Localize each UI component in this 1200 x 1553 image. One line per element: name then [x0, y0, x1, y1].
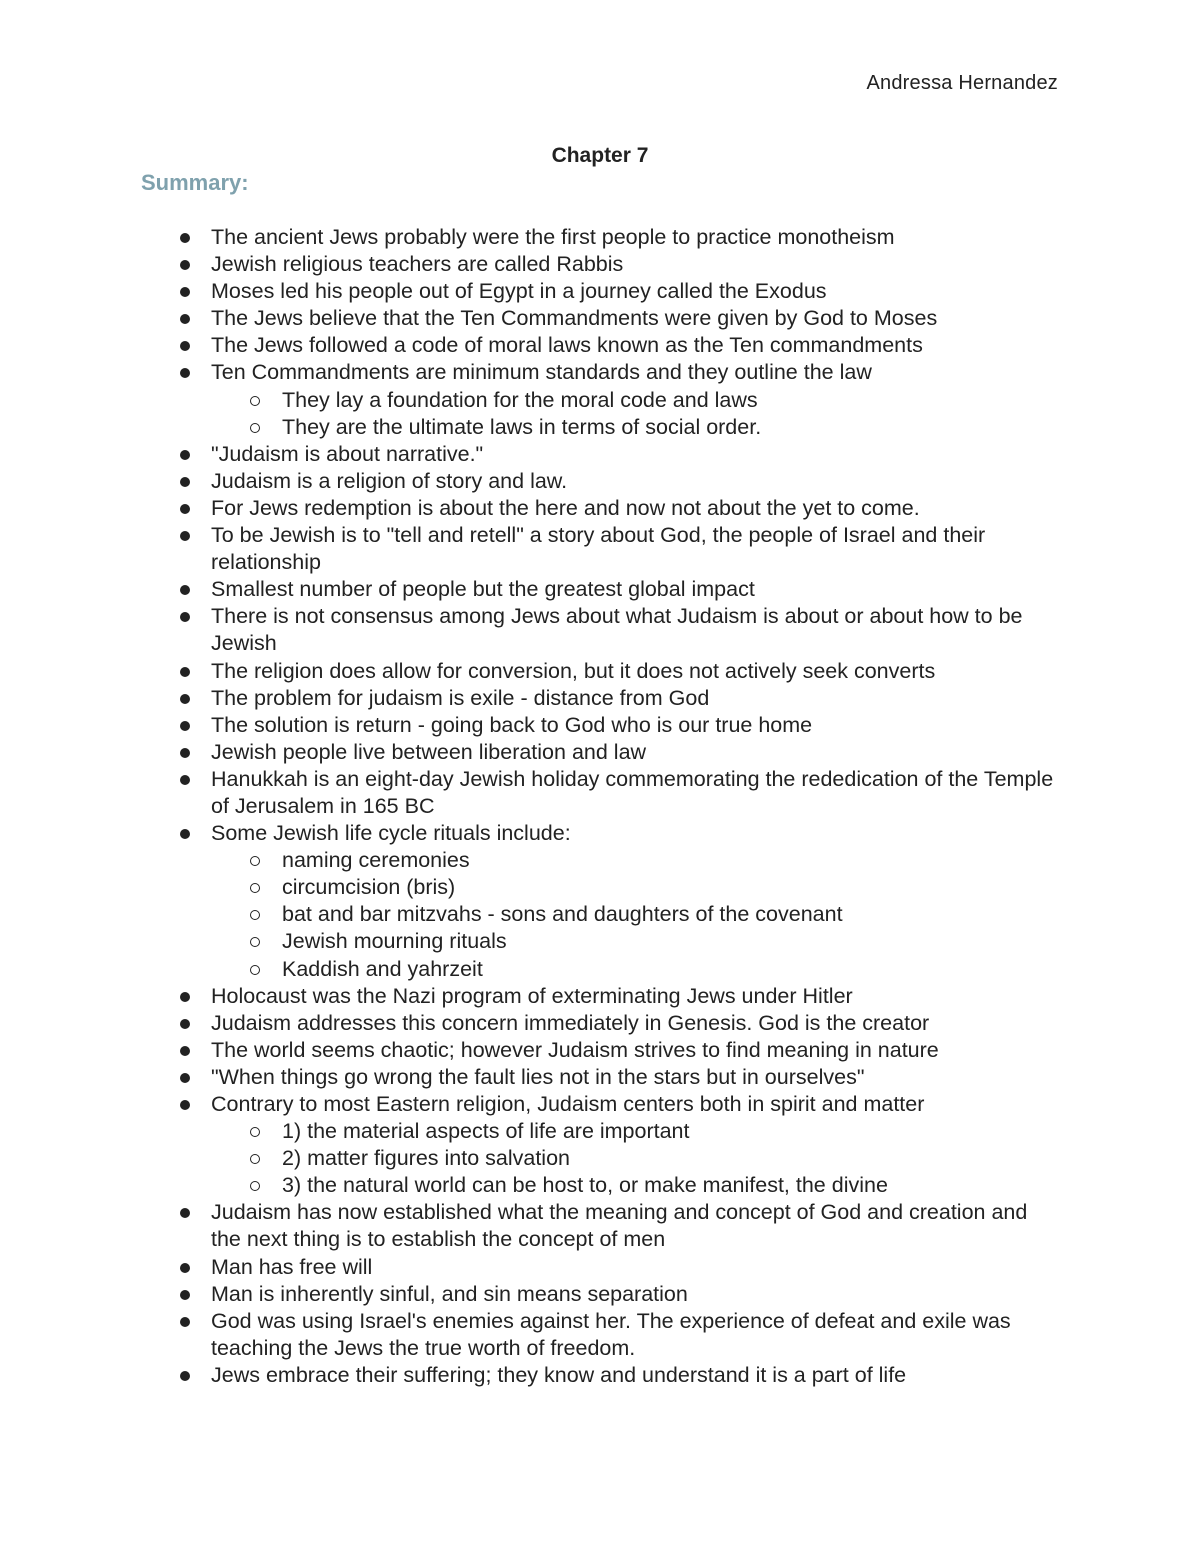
list-item-text: Moses led his people out of Egypt in a journey called the Exodus [211, 279, 827, 304]
bullet-icon [180, 748, 190, 758]
list-item-text: The ancient Jews probably were the first people to practice monotheism [211, 225, 895, 249]
bullet-icon [180, 992, 190, 1002]
hollow-bullet-icon [250, 856, 260, 866]
sub-list-item [211, 901, 1061, 928]
list-item-text: Holocaust was the Nazi program of exterminating Jews under Hitler [211, 983, 853, 1008]
list-item-text: Jews embrace their suffering; they know and understand it is a part of life [211, 1362, 907, 1387]
sub-list-item-text: They are the ultimate laws in terms of social order. [282, 414, 762, 439]
sub-list-item-text: circumcision (bris) [282, 875, 456, 900]
bullet-icon [180, 341, 190, 351]
hollow-bullet-icon [250, 1127, 260, 1137]
list-item [141, 1308, 1061, 1362]
sub-list-item-text: Jewish mourning rituals [282, 929, 507, 954]
bullet-icon [180, 694, 190, 704]
bullet-icon [180, 829, 190, 839]
list-item [141, 576, 1061, 603]
bullet-icon [180, 531, 190, 541]
list-item-text: Jewish people live between liberation and law [211, 739, 647, 764]
list-item-text: "When things go wrong the fault lies not in the stars but in ourselves" [211, 1064, 865, 1089]
list-item-text: There is not consensus among Jews about what Judaism is about or about how to be Jewish [211, 604, 1023, 656]
list-item [141, 441, 1061, 468]
list-item-text: Ten Commandments are minimum standards and they outline the law [211, 360, 872, 385]
hollow-bullet-icon [250, 1181, 260, 1191]
list-item [141, 332, 1061, 359]
sub-list-item-text: Kaddish and yahrzeit [282, 956, 483, 981]
bullet-icon [180, 233, 190, 243]
sub-list-item [211, 1172, 1061, 1199]
hollow-bullet-icon [250, 910, 260, 920]
hollow-bullet-icon [250, 883, 260, 893]
sub-list-item [211, 414, 1061, 441]
list-item-text: Jewish religious teachers are called Rabbis [211, 252, 624, 277]
list-item [141, 1254, 1061, 1281]
bullet-icon [180, 612, 190, 622]
bullet-icon [180, 450, 190, 460]
list-item [141, 495, 1061, 522]
bullet-icon [180, 314, 190, 324]
list-item [141, 224, 1061, 251]
summary-list [141, 224, 1061, 1389]
list-item [141, 251, 1061, 278]
list-item [141, 739, 1061, 766]
list-item-text: The religion does allow for conversion, but it does not actively seek converts [211, 658, 936, 683]
list-item [141, 1010, 1061, 1037]
bullet-icon [180, 1208, 190, 1218]
bullet-icon [180, 1290, 190, 1300]
bullet-icon [180, 721, 190, 731]
list-item [141, 278, 1061, 305]
bullet-icon [180, 1100, 190, 1110]
list-item [141, 522, 1061, 576]
sub-list [211, 387, 1061, 441]
hollow-bullet-icon [250, 1154, 260, 1164]
bullet-icon [180, 775, 190, 785]
hollow-bullet-icon [250, 937, 260, 947]
list-item-text: The Jews believe that the Ten Commandments were given by God to Moses [211, 306, 938, 331]
list-item [141, 1037, 1061, 1064]
sub-list-item [211, 847, 1061, 874]
list-item [141, 712, 1061, 739]
list-item-text: Judaism has now established what the meaning and concept of God and creation and the next thing is to establish the concept of men [211, 1200, 1028, 1252]
sub-list-item [211, 956, 1061, 983]
sub-list-item-text: bat and bar mitzvahs - sons and daughters of the covenant [282, 902, 843, 927]
list-item-text: The problem for judaism is exile - distance from God [211, 685, 710, 710]
sub-list-item [211, 387, 1061, 414]
sub-list-item-text: 2) matter figures into salvation [282, 1146, 570, 1171]
list-item [141, 1064, 1061, 1091]
list-item-text: Some Jewish life cycle rituals include: [211, 821, 571, 846]
sub-list-item [211, 874, 1061, 901]
sub-list [211, 1118, 1061, 1199]
bullet-icon [180, 504, 190, 514]
sub-list-item-text: 3) the natural world can be host to, or make manifest, the divine [282, 1173, 888, 1198]
author-name: Andressa Hernandez [866, 72, 1058, 94]
list-item [141, 1091, 1061, 1199]
sub-list-item [211, 1145, 1061, 1172]
bullet-icon [180, 667, 190, 677]
list-item [141, 766, 1061, 820]
list-item-text: Man has free will [211, 1254, 373, 1279]
list-item-text: Judaism is a religion of story and law. [211, 468, 568, 493]
bullet-icon [180, 368, 190, 378]
list-item [141, 468, 1061, 495]
list-item [141, 305, 1061, 332]
bullet-icon [180, 287, 190, 297]
list-item [141, 658, 1061, 685]
bullet-icon [180, 1019, 190, 1029]
summary-heading: Summary: [141, 170, 249, 195]
list-item-text: God was using Israel's enemies against her. The experience of defeat and exile was teaching the Jews the true worth of freedom. [211, 1308, 1011, 1360]
hollow-bullet-icon [250, 423, 260, 433]
sub-list-item-text: They lay a foundation for the moral code and laws [282, 387, 758, 412]
bullet-icon [180, 1046, 190, 1056]
list-item [141, 359, 1061, 440]
list-item-text: Contrary to most Eastern religion, Judaism centers both in spirit and matter [211, 1092, 925, 1116]
list-item [141, 1281, 1061, 1308]
list-item [141, 820, 1061, 983]
bullet-icon [180, 1371, 190, 1381]
bullet-icon [180, 260, 190, 270]
list-item-text: The world seems chaotic; however Judaism strives to find meaning in nature [211, 1037, 939, 1062]
list-item-text: The Jews followed a code of moral laws known as the Ten commandments [211, 333, 923, 358]
list-item-text: Smallest number of people but the greatest global impact [211, 577, 755, 602]
list-item [141, 685, 1061, 712]
bullet-icon [180, 1263, 190, 1273]
sub-list-item [211, 1118, 1061, 1145]
list-item-text: Hanukkah is an eight-day Jewish holiday commemorating the rededication of the Temple of Jerusalem in 165 BC [211, 766, 1054, 818]
bullet-icon [180, 1073, 190, 1083]
list-item [141, 603, 1061, 657]
list-item-text: For Jews redemption is about the here and now not about the yet to come. [211, 495, 920, 520]
list-item-text: Man is inherently sinful, and sin means separation [211, 1281, 688, 1306]
list-item [141, 1362, 1061, 1389]
list-item-text: To be Jewish is to "tell and retell" a story about God, the people of Israel and their relationship [211, 523, 986, 575]
list-item-text: The solution is return - going back to God who is our true home [211, 712, 813, 737]
hollow-bullet-icon [250, 965, 260, 975]
bullet-icon [180, 477, 190, 487]
hollow-bullet-icon [250, 396, 260, 406]
list-item-text: Judaism addresses this concern immediately in Genesis. God is the creator [211, 1010, 930, 1035]
list-item [141, 983, 1061, 1010]
sub-list-item [211, 928, 1061, 955]
list-item [141, 1199, 1061, 1253]
bullet-icon [180, 1317, 190, 1327]
bullet-icon [180, 585, 190, 595]
list-item-text: "Judaism is about narrative." [211, 441, 484, 466]
page-title: Chapter 7 [551, 144, 649, 167]
sub-list-item-text: naming ceremonies [282, 848, 470, 873]
sub-list [211, 847, 1061, 982]
sub-list-item-text: 1) the material aspects of life are important [282, 1119, 690, 1144]
